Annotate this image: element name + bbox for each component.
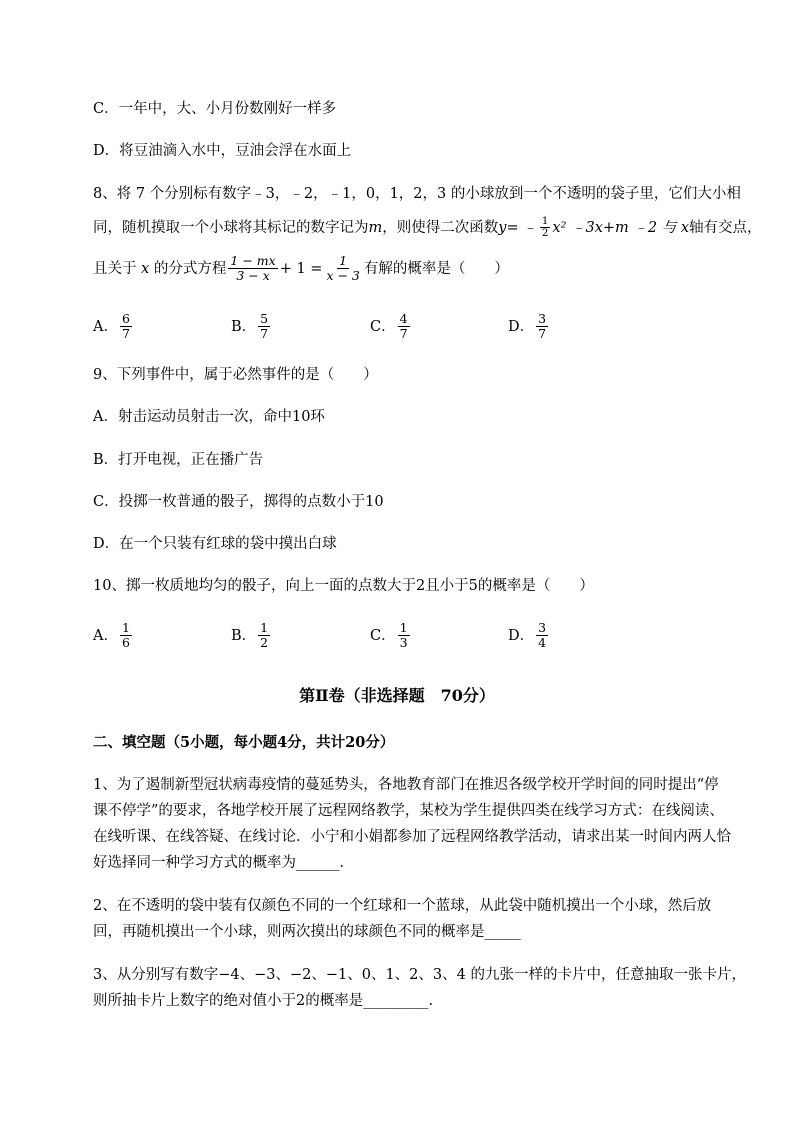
q8-text: 有解的概率是（ ）	[363, 260, 509, 277]
fill2-line1: 2、在不透明的袋中装有仅颜色不同的一个红球和一个蓝球，从此袋中随机摸出一个小球，然后放	[93, 898, 712, 914]
q10-option-a	[93, 621, 134, 650]
fraction-numerator: 3	[538, 620, 547, 635]
q9-stem: 9、下列事件中，属于必然事件的是（ ）	[93, 367, 378, 383]
q8-stem-line3	[93, 254, 509, 283]
q8-stem-line1: 8、将 7 个分别标有数字﹣3，﹣2，﹣1，0，1，2，3 的小球放到一个不透明的袋子里，它们大小相	[93, 186, 741, 202]
fraction-denominator: 6	[121, 635, 130, 650]
q8-equation-left-fraction	[228, 254, 277, 283]
option-fraction	[258, 621, 270, 650]
q8-option-d	[508, 312, 550, 341]
fraction-denominator: 3 − x	[236, 268, 270, 283]
fill1-line4: 好选择同一种学习方式的概率为______．	[93, 855, 354, 871]
fill1-line2: 课不停学”的要求，各地学校开展了远程网络教学，某校为学生提供四类在线学习方式：在线阅读、	[93, 803, 724, 819]
fraction-numerator: 4	[399, 311, 408, 326]
option-fraction	[398, 621, 410, 650]
fraction-denominator: 7	[121, 326, 130, 341]
q8-stem-line2	[93, 216, 762, 239]
option-label: D．	[508, 627, 535, 644]
option-fraction	[258, 312, 270, 341]
q8-text: 的分式方程	[153, 260, 227, 277]
option-label: C．	[370, 627, 396, 644]
q7-option-c: C．一年中，大、小月份数刚好一样多	[93, 101, 337, 117]
q8-text: ，则使得二次函数	[382, 219, 499, 236]
fraction-denominator: x − 3	[326, 268, 360, 283]
fill1-line3: 在线听课、在线答疑、在线讨论．小宁和小娟都参加了远程网络教学活动，请求出某一时间内两人恰	[93, 829, 731, 845]
q9-option-c: C．投掷一枚普通的骰子，掷得的点数小于10	[93, 494, 384, 510]
fraction-numerator: 6	[121, 311, 130, 326]
q8-equation-mid: + 1 =	[279, 260, 323, 277]
fill3-line1: 3、从分别写有数字−4、−3、−2、−1、0、1、2、3、4 的九张一样的卡片中，任意抽取一张卡片，	[93, 967, 746, 983]
fraction-denominator: 4	[538, 635, 547, 650]
section-heading: 二、填空题（5小题，每小题4分，共计20分）	[93, 734, 395, 751]
fraction-denominator: 3	[399, 635, 408, 650]
fraction-numerator: 1	[260, 620, 269, 635]
q8-text: = ﹣	[506, 219, 538, 236]
fraction-numerator: 5	[260, 311, 269, 326]
fill1-line1: 1、为了遏制新型冠状病毒疫情的蔓延势头，各地教育部门在推迟各级学校开学时间的同时提出“停	[93, 777, 719, 793]
fill2-line2: 回，再随机摸出一个小球，则两次摸出的球颜色不同的概率是_____	[93, 924, 521, 940]
q8-var-x: x	[680, 219, 690, 236]
q8-var-x: x	[141, 260, 150, 277]
option-fraction	[120, 621, 132, 650]
option-fraction	[398, 312, 410, 341]
fraction-numerator: 1	[399, 620, 408, 635]
option-label: D．	[508, 318, 535, 335]
option-label: A．	[93, 318, 118, 335]
q8-text: 同，随机摸取一个小球将其标记的数字记为	[93, 219, 369, 236]
fraction-numerator: 1 − mx	[230, 253, 276, 268]
fraction-numerator: 1	[339, 253, 348, 268]
fraction-denominator: 7	[260, 326, 269, 341]
q8-var-m: m	[368, 219, 383, 236]
q8-option-b	[231, 312, 272, 341]
q7-option-d: D．将豆油滴入水中，豆油会浮在水面上	[93, 143, 352, 159]
q9-option-b: B．打开电视，正在播广告	[93, 452, 264, 468]
q8-option-a	[93, 312, 134, 341]
fraction-denominator: 7	[538, 326, 547, 341]
fraction-denominator: 2	[541, 227, 549, 239]
q10-option-b	[231, 621, 272, 650]
q10-option-d	[508, 621, 550, 650]
q8-var-y: y	[498, 219, 507, 236]
q8-text: 轴有交点，	[689, 219, 762, 236]
q8-half-fraction	[540, 216, 551, 239]
q10-stem: 10、掷一枚质地均匀的骰子，向上一面的点数大于2且小于5的概率是（ ）	[93, 578, 594, 594]
option-label: C．	[370, 318, 396, 335]
q9-option-a: A．射击运动员射击一次，命中10环	[93, 409, 325, 425]
fraction-denominator: 7	[399, 326, 408, 341]
fill3-line2: 则所抽卡片上数字的绝对值小于2的概率是_________.	[93, 993, 434, 1009]
q8-equation-right-fraction	[324, 254, 361, 283]
option-fraction	[536, 312, 548, 341]
option-label: B．	[231, 318, 257, 335]
option-fraction	[120, 312, 132, 341]
fraction-denominator: 2	[260, 635, 269, 650]
fraction-numerator: 1	[541, 215, 549, 227]
option-label: B．	[231, 627, 257, 644]
q8-text: x² ﹣3x+m ﹣2 与	[552, 219, 677, 236]
q8-option-c	[370, 312, 412, 341]
part2-title: 第Ⅱ卷（非选择题 70分）	[299, 686, 495, 705]
fraction-numerator: 1	[121, 620, 130, 635]
q9-option-d: D．在一个只装有红球的袋中摸出白球	[93, 536, 337, 552]
option-label: A．	[93, 627, 118, 644]
option-fraction	[536, 621, 548, 650]
q10-option-c	[370, 621, 412, 650]
q8-text: 且关于	[93, 260, 137, 277]
fraction-numerator: 3	[538, 311, 547, 326]
